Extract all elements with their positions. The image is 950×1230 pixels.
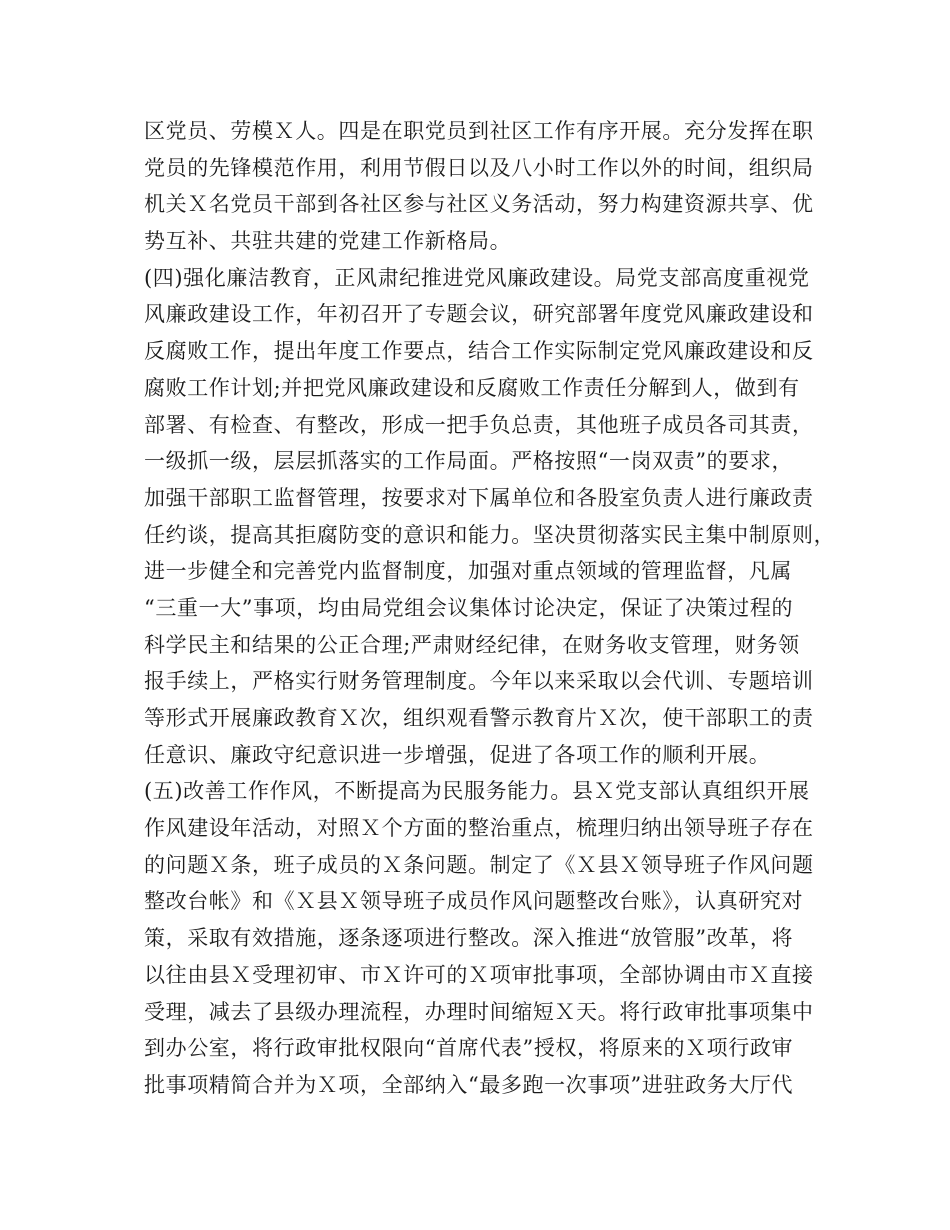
text-line: 整改台帐》和《Ｘ县Ｘ领导班子成员作风问题整改台账》，认真研究对 <box>144 889 804 914</box>
text-line: 势互补、共驻共建的党建工作新格局。 <box>144 229 512 254</box>
text-line: 风廉政建设工作，年初召开了专题会议，研究部署年度党风廉政建设和 <box>144 302 814 327</box>
text-line: 等形式开展廉政教育Ｘ次，组织观看警示教育片Ｘ次，使干部职工的责 <box>144 706 814 730</box>
text-line: 机关Ｘ名党员干部到各社区参与社区义务活动，努力构建资源共享、优 <box>144 192 814 217</box>
text-line: 到办公室，将行政审批权限向“首席代表”授权，将原来的Ｘ项行政审 <box>144 1036 794 1061</box>
text-line: 策，采取有效措施，逐条逐项进行整改。深入推进“放管服”改革，将 <box>144 926 794 951</box>
text-line: “三重一大”事项，均由局党组会议集体讨论决定，保证了决策过程的 <box>144 595 794 620</box>
text-line: 批事项精简合并为Ｘ项，全部纳入“最多跑一次事项”进驻政务大厅代 <box>144 1072 794 1097</box>
text-line: 区党员、劳模Ｘ人。四是在职党员到社区工作有序开展。充分发挥在职 <box>144 119 814 143</box>
text-line: 以往由县Ｘ受理初审、市Ｘ许可的Ｘ项审批事项，全部协调由市Ｘ直接 <box>144 962 814 987</box>
text-line: 党员的先锋模范作用，利用节假日以及八小时工作以外的时间，组织局 <box>144 155 814 180</box>
text-line: 科学民主和结果的公正合理;严肃财经纪律，在财务收支管理，财务领 <box>144 632 800 657</box>
text-line: 部署、有检查、有整改，形成一把手负总责，其他班子成员各司其责， <box>144 412 814 437</box>
document-body <box>144 113 836 1104</box>
text-line: 反腐败工作，提出年度工作要点，结合工作实际制定党风廉政建设和反 <box>144 339 814 364</box>
text-line: 作风建设年活动，对照Ｘ个方面的整治重点，梳理归纳出领导班子存在 <box>144 816 814 841</box>
text-line: 的问题Ｘ条，班子成员的Ｘ条问题。制定了《Ｘ县Ｘ领导班子作风问题 <box>144 852 814 877</box>
text-line: 报手续上，严格实行财务管理制度。今年以来采取以会代训、专题培训 <box>144 669 814 694</box>
section-heading-line: (五)改善工作作风，不断提高为民服务能力。县Ｘ党支部认真组织开展 <box>144 779 810 804</box>
text-line: 腐败工作计划;并把党风廉政建设和反腐败工作责任分解到人，做到有 <box>144 375 800 400</box>
text-line: 受理，减去了县级办理流程，办理时间缩短Ｘ天。将行政审批事项集中 <box>144 999 814 1024</box>
text-line: 加强干部职工监督管理，按要求对下属单位和各股室负责人进行廉政责 <box>144 485 814 510</box>
text-line: 任约谈，提高其拒腐防变的意识和能力。坚决贯彻落实民主集中制原则， <box>144 522 836 547</box>
text-line: 一级抓一级，层层抓落实的工作局面。严格按照“一岗双责”的要求， <box>144 449 794 474</box>
text-line: 任意识、廉政守纪意识进一步增强，促进了各项工作的顺利开展。 <box>144 742 771 767</box>
section-heading-line: (四)强化廉洁教育，正风肃纪推进党风廉政建设。局党支部高度重视党 <box>144 265 810 290</box>
text-line: 进一步健全和完善党内监督制度，加强对重点领域的管理监督，凡属 <box>144 559 792 584</box>
